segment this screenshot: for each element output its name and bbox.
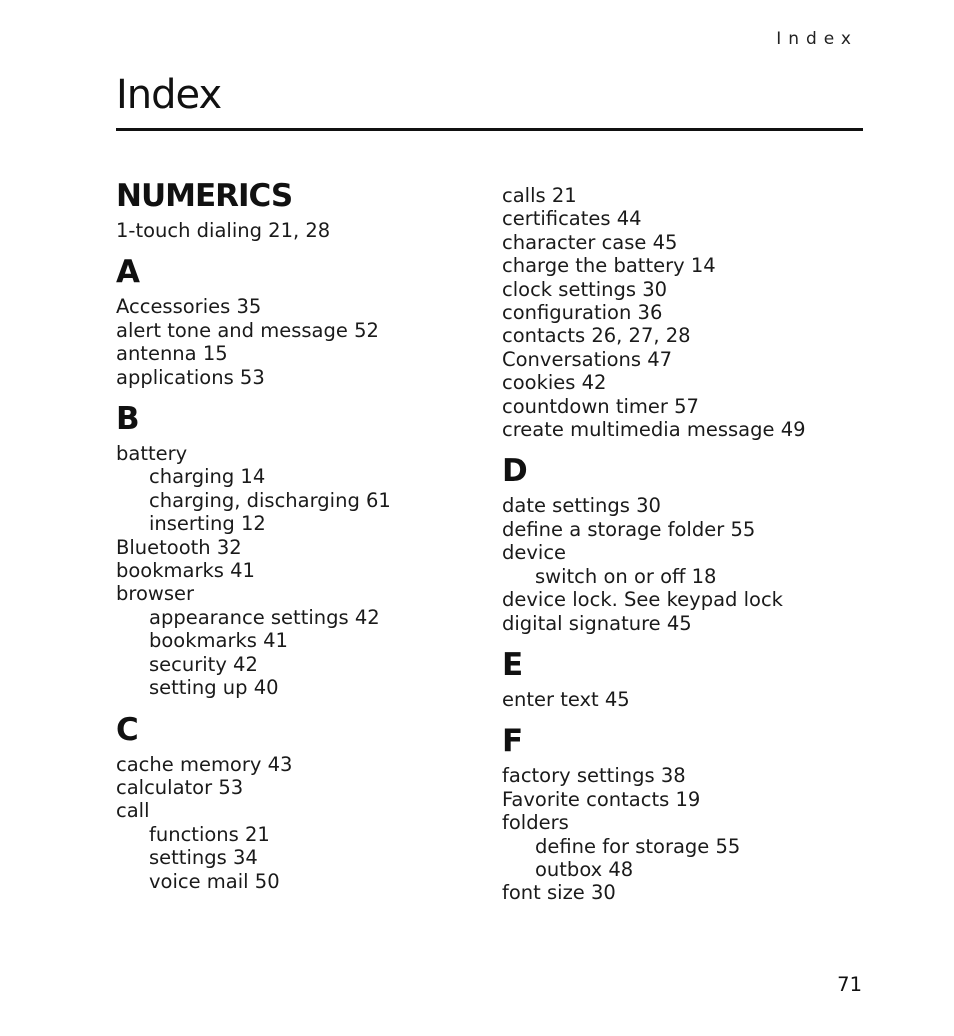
index-subentry: inserting 12 bbox=[149, 512, 266, 536]
entry-list bbox=[502, 494, 882, 634]
index-entry: countdown timer 57 bbox=[502, 394, 699, 418]
index-subentry: charging 14 bbox=[149, 465, 266, 489]
index-subentry: setting up 40 bbox=[149, 676, 279, 700]
entry-list bbox=[116, 295, 496, 389]
index-column-left bbox=[116, 180, 496, 893]
title-rule bbox=[116, 128, 863, 131]
index-subentry: define for storage 55 bbox=[535, 834, 741, 858]
index-entry: cookies 42 bbox=[502, 371, 607, 395]
index-subentry: bookmarks 41 bbox=[149, 629, 288, 653]
index-entry: digital signature 45 bbox=[502, 611, 692, 635]
index-entry: date settings 30 bbox=[502, 494, 661, 518]
page-title: Index bbox=[116, 72, 222, 118]
index-section bbox=[116, 711, 496, 893]
index-entry: bookmarks 41 bbox=[116, 559, 255, 583]
section-letter: F bbox=[502, 723, 523, 760]
index-entry: Bluetooth 32 bbox=[116, 535, 242, 559]
section-letter: B bbox=[116, 401, 139, 438]
index-entry: device lock. See keypad lock bbox=[502, 588, 783, 612]
entry-list bbox=[116, 219, 496, 242]
section-letter: A bbox=[116, 254, 139, 291]
index-subentry: security 42 bbox=[149, 652, 258, 676]
entry-list bbox=[116, 442, 496, 699]
index-entry: antenna 15 bbox=[116, 342, 228, 366]
index-section bbox=[502, 725, 882, 904]
entry-list bbox=[502, 764, 882, 904]
index-entry: 1-touch dialing 21, 28 bbox=[116, 219, 331, 242]
index-entry: charge the battery 14 bbox=[502, 254, 716, 278]
index-section bbox=[502, 646, 882, 711]
entry-list bbox=[502, 688, 882, 711]
index-entry: Conversations 47 bbox=[502, 347, 673, 371]
index-entry: contacts 26, 27, 28 bbox=[502, 324, 691, 348]
index-section bbox=[502, 455, 882, 634]
index-entry: Accessories 35 bbox=[116, 295, 262, 319]
index-entry: call bbox=[116, 799, 150, 823]
index-entry: certificates 44 bbox=[502, 207, 642, 231]
index-subentry: functions 21 bbox=[149, 822, 270, 846]
index-entry: device bbox=[502, 541, 567, 565]
index-entry: clock settings 30 bbox=[502, 277, 668, 301]
running-head: Index bbox=[776, 29, 858, 49]
index-entry: enter text 45 bbox=[502, 687, 630, 711]
index-entry: create multimedia message 49 bbox=[502, 418, 806, 442]
index-entry: font size 30 bbox=[502, 881, 616, 905]
index-entry: folders bbox=[502, 811, 569, 835]
index-entry: calculator 53 bbox=[116, 775, 244, 799]
page-number: 71 bbox=[837, 973, 862, 996]
index-entry: alert tone and message 52 bbox=[116, 318, 379, 342]
index-column-right bbox=[502, 184, 882, 905]
section-letter: C bbox=[116, 711, 138, 748]
index-subentry: switch on or off 18 bbox=[535, 564, 717, 588]
index-entry: browser bbox=[116, 582, 195, 606]
index-subentry: appearance settings 42 bbox=[149, 605, 380, 629]
index-entry: applications 53 bbox=[116, 365, 265, 389]
section-letter: E bbox=[502, 646, 523, 683]
entry-list bbox=[502, 184, 882, 441]
index-section bbox=[116, 180, 496, 242]
index-section bbox=[116, 403, 496, 699]
index-entry: Favorite contacts 19 bbox=[502, 787, 701, 811]
index-entry: cache memory 43 bbox=[116, 752, 293, 776]
index-section bbox=[502, 184, 882, 441]
index-entry: configuration 36 bbox=[502, 301, 663, 325]
section-letter: D bbox=[502, 453, 527, 490]
index-subentry: outbox 48 bbox=[535, 857, 634, 881]
section-letter: NUMERICS bbox=[116, 178, 293, 214]
index-section bbox=[116, 256, 496, 389]
index-entry: character case 45 bbox=[502, 230, 678, 254]
index-subentry: settings 34 bbox=[149, 846, 258, 870]
entry-list bbox=[116, 753, 496, 893]
index-entry: calls 21 bbox=[502, 184, 577, 207]
index-subentry: charging, discharging 61 bbox=[149, 488, 391, 512]
index-entry: battery bbox=[116, 442, 188, 466]
index-entry: define a storage folder 55 bbox=[502, 517, 756, 541]
index-entry: factory settings 38 bbox=[502, 764, 686, 788]
index-subentry: voice mail 50 bbox=[149, 869, 280, 893]
